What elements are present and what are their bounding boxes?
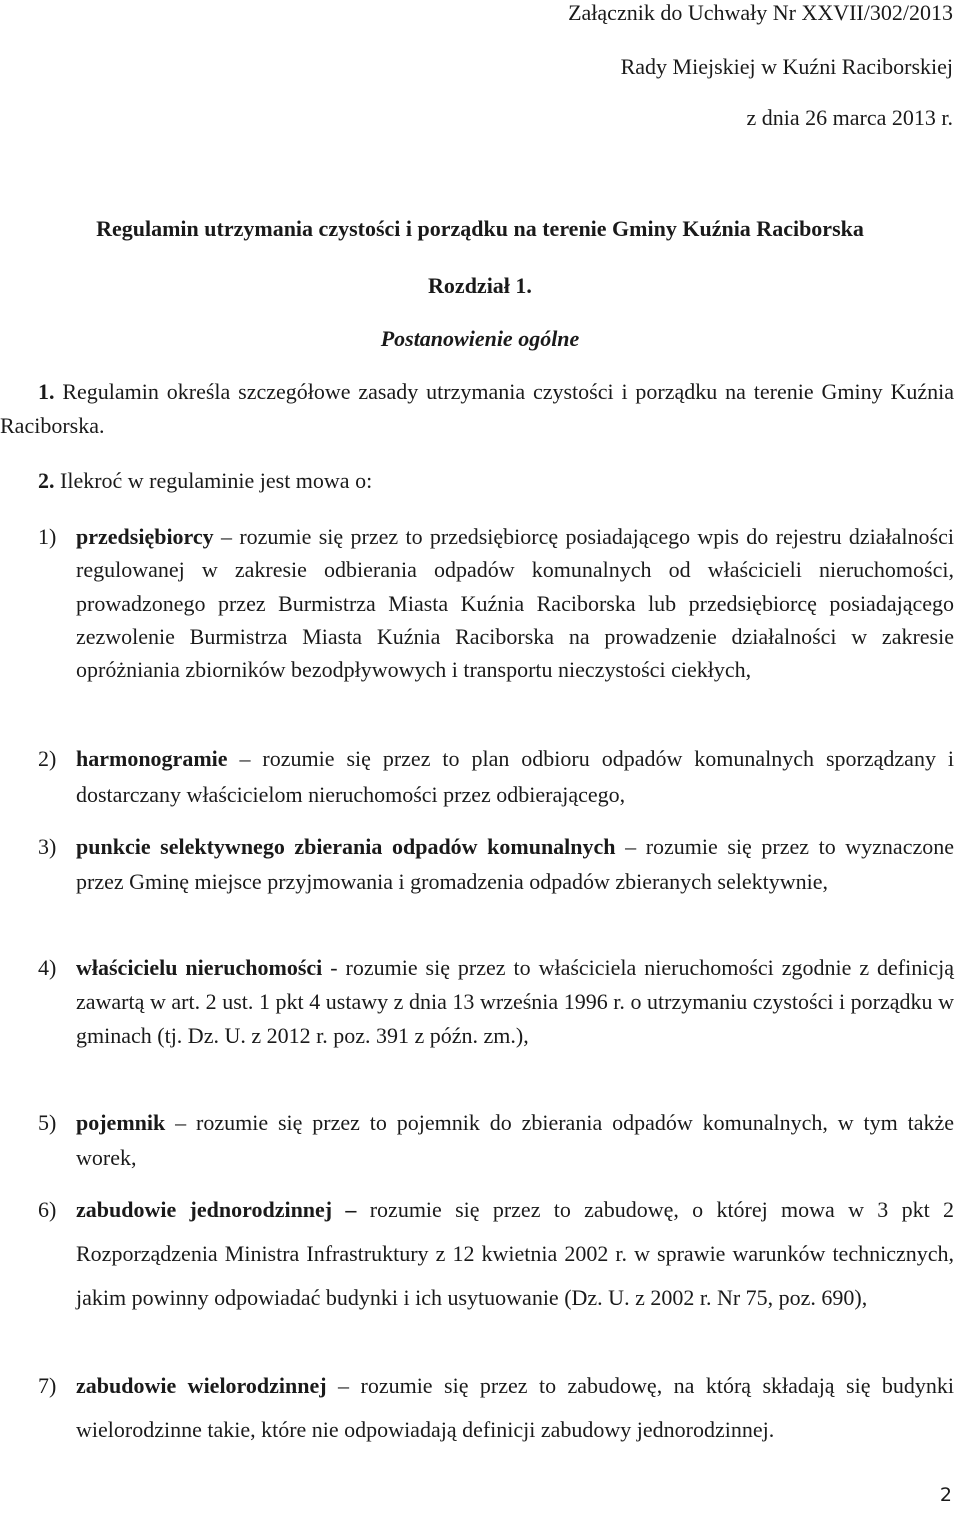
- definition-2-number: 2): [38, 746, 57, 771]
- definition-4-number: 4): [38, 955, 57, 980]
- definition-3: [76, 829, 954, 899]
- section-1: [0, 375, 954, 442]
- definition-4-text: - rozumie się przez to właściciela nieruchomości zgodnie z definicją zawartą w art. 2 ust. 1 pkt 4 ustawy z dnia 13 września 1996 r. o utrzymaniu czystości i porządku w gminach (tj. Dz. U. z 2012 r. poz. 391 z późn. zm.),: [76, 955, 954, 1048]
- definition-3-term: punkcie selektywnego zbierania odpadów komunalnych: [76, 834, 616, 859]
- definition-5-term: pojemnik: [76, 1110, 166, 1135]
- header-council-line: Rady Miejskiej w Kuźni Raciborskiej: [620, 54, 953, 79]
- section-1-number: 1.: [38, 379, 55, 404]
- definition-3-number: 3): [38, 834, 57, 859]
- definition-2-term: harmonogramie: [76, 746, 228, 771]
- definition-1-term: przedsiębiorcy: [76, 524, 214, 549]
- definition-7: [76, 1364, 954, 1452]
- definition-1-number: 1): [38, 524, 57, 549]
- definition-2-text: – rozumie się przez to plan odbioru odpadów komunalnych sporządzany i dostarczany właścicielom nieruchomości przez odbierającego,: [76, 746, 954, 807]
- section-2-number: 2.: [38, 468, 55, 493]
- definition-4-term: właścicielu nieruchomości: [76, 955, 323, 980]
- section-2: [38, 464, 954, 498]
- definition-4: [76, 951, 954, 1053]
- definition-6: [76, 1188, 954, 1320]
- definition-1-text: – rozumie się przez to przedsiębiorcę posiadającego wpis do rejestru działalności regulowanej w zakresie odbierania odpadów komunalnych od właścicieli nieruchomości, prowadzonego przez Burmistrza Miasta Kuźnia Raciborska lub przedsiębiorcę posiadającego zezwolenie Burmistrza Miasta Kuźnia Raciborska na prowadzenie działalności w zakresie opróżniania zbiorników bezodpływowych i transportu nieczystości ciekłych,: [76, 524, 954, 683]
- definition-2: [76, 741, 954, 813]
- definition-5-number: 5): [38, 1110, 57, 1135]
- section-2-text: Ilekroć w regulaminie jest mowa o:: [54, 468, 373, 493]
- definition-6-text: rozumie się przez to zabudowę, o której mowa w 3 pkt 2 Rozporządzenia Ministra Infrastruktury z 12 kwietnia 2002 r. w sprawie warunków technicznych, jakim powinny odpowiadać budynki i ich usytuowanie (Dz. U. z 2002 r. Nr 75, poz. 690),: [76, 1197, 954, 1310]
- chapter-name: Postanowienie ogólne: [380, 326, 580, 351]
- definition-1: [76, 520, 954, 686]
- document-title: Regulamin utrzymania czystości i porządku na terenie Gminy Kuźnia Raciborska: [96, 216, 864, 241]
- definition-5: [76, 1105, 954, 1175]
- header-date-line: z dnia 26 marca 2013 r.: [746, 105, 953, 130]
- definition-6-term: zabudowie jednorodzinnej –: [76, 1197, 357, 1222]
- definition-6-number: 6): [38, 1197, 57, 1222]
- definition-7-term: zabudowie wielorodzinnej: [76, 1373, 327, 1398]
- page-number: 2: [939, 1484, 952, 1506]
- definition-5-text: – rozumie się przez to pojemnik do zbierania odpadów komunalnych, w tym także worek,: [76, 1110, 954, 1170]
- chapter-number: Rozdział 1.: [428, 273, 532, 298]
- header-attachment-line: Załącznik do Uchwały Nr XXVII/302/2013: [568, 0, 953, 25]
- section-1-text: Regulamin określa szczegółowe zasady utrzymania czystości i porządku na terenie Gminy Kuźnia Raciborska.: [0, 379, 954, 438]
- definition-7-number: 7): [38, 1373, 57, 1398]
- definition-3-text: – rozumie się przez to wyznaczone przez Gminę miejsce przyjmowania i gromadzenia odpadów zbieranych selektywnie,: [76, 834, 954, 894]
- definition-7-text: – rozumie się przez to zabudowę, na którą składają się budynki wielorodzinne takie, które nie odpowiadają definicji zabudowy jednorodzinnej.: [76, 1373, 955, 1442]
